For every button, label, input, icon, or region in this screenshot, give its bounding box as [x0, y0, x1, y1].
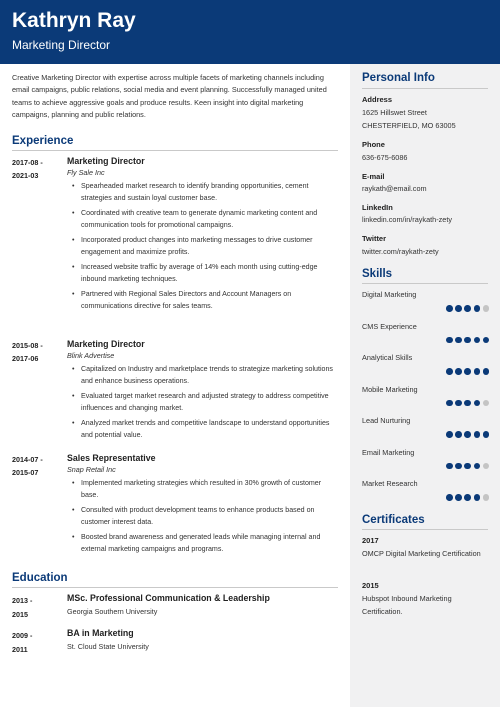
- education-dates: [12, 594, 62, 622]
- sidebar: [350, 64, 500, 707]
- job-company: Blink Advertise: [67, 351, 115, 360]
- certificate-name: Hubspot Inbound Marketing Certification.: [362, 594, 452, 616]
- profile-summary: Creative Marketing Director with expertise across multiple facets of marketing channels including email campaigns, public relations, social media and event planning. Successfully managed united teams to achieve aggressive goals and produce results. Keen insight into digital marketing campaigns, planning and public relations.: [12, 73, 327, 119]
- job-dates: [12, 340, 62, 365]
- job-title: Marketing Director: [67, 156, 145, 166]
- skills-divider: [362, 283, 488, 284]
- job-bullet: • Evaluated target market research and adjusted strategy to address competitive influences and changing market.: [75, 390, 337, 414]
- rating-dot-filled: [455, 494, 462, 501]
- linkedin-link[interactable]: linkedin.com/in/raykath-zety: [362, 215, 453, 224]
- job-bullet: • Consulted with product development teams to enhance products based on customer interest data.: [75, 504, 337, 528]
- job-start-date: 2014-07 -: [12, 455, 43, 464]
- rating-dot-filled: [474, 337, 481, 344]
- job-bullets: [75, 363, 337, 444]
- twitter-link[interactable]: twitter.com/raykath-zety: [362, 247, 439, 256]
- rating-dot-filled: [446, 305, 453, 312]
- job-end-date: 2015-07: [12, 467, 39, 477]
- education-divider: [12, 587, 338, 588]
- rating-dot-filled: [446, 400, 453, 407]
- linkedin-label: LinkedIn: [362, 203, 393, 212]
- rating-dot-empty: [483, 463, 490, 470]
- experience-divider: [12, 150, 338, 151]
- job-title: Marketing Director: [67, 339, 145, 349]
- education-end-date: 2011: [12, 645, 28, 654]
- job-bullet: • Incorporated product changes into marketing messages to drive customer engagement and maximize profits.: [75, 234, 337, 258]
- skill-rating: [446, 368, 489, 375]
- job-bullet: • Coordinated with creative team to generate dynamic marketing content and communication tools for promotional campaigns.: [75, 207, 337, 231]
- education-degree: BA in Marketing: [67, 628, 134, 638]
- job-bullets: [75, 477, 337, 558]
- personal-info-heading: Personal Info: [362, 72, 435, 84]
- skills-heading: Skills: [362, 268, 393, 280]
- rating-dot-filled: [455, 368, 462, 375]
- job-bullet: • Increased website traffic by average of 14% each month using cutting-edge inbound marketing techniques.: [75, 261, 337, 285]
- job-company: Snap Retail Inc: [67, 465, 116, 474]
- skill-rating: [446, 431, 489, 438]
- rating-dot-filled: [464, 400, 471, 407]
- rating-dot-filled: [464, 494, 471, 501]
- skill-name: Lead Nurturing: [362, 416, 411, 425]
- candidate-role: Marketing Director: [12, 38, 111, 52]
- skill-rating: [446, 305, 489, 312]
- rating-dot-empty: [483, 400, 490, 407]
- job-bullet: • Partnered with Regional Sales Directors and Account Managers on communications directive for sales teams.: [75, 288, 337, 312]
- skill-name: Mobile Marketing: [362, 384, 418, 394]
- skill-rating: [446, 337, 489, 344]
- rating-dot-filled: [474, 431, 481, 438]
- rating-dot-filled: [455, 305, 462, 312]
- certificates-heading: Certificates: [362, 514, 425, 526]
- rating-dot-filled: [455, 463, 462, 470]
- rating-dot-filled: [446, 337, 453, 344]
- email-label: E-mail: [362, 172, 385, 181]
- education-start-date: 2009 -: [12, 631, 33, 640]
- rating-dot-empty: [483, 305, 490, 312]
- rating-dot-filled: [464, 305, 471, 312]
- address-value: [362, 107, 456, 132]
- job-end-date: 2017-06: [12, 353, 39, 363]
- rating-dot-filled: [446, 431, 453, 438]
- education-degree: MSc. Professional Communication & Leadership: [67, 593, 270, 603]
- phone-label: Phone: [362, 140, 385, 149]
- job-start-date: 2015-08 -: [12, 341, 43, 350]
- phone-value: 636-675-6086: [362, 153, 408, 162]
- address-line: 1625 Hillswet Street: [362, 108, 427, 117]
- skill-name: CMS Experience: [362, 321, 417, 331]
- rating-dot-filled: [483, 368, 490, 375]
- job-bullet: • Spearheaded market research to identify branding opportunities, cement strategies and sustain loyal customer base.: [75, 180, 337, 204]
- certificate-year: 2017: [362, 536, 379, 545]
- rating-dot-filled: [446, 463, 453, 470]
- rating-dot-filled: [455, 400, 462, 407]
- skill-rating: [446, 494, 489, 501]
- rating-dot-filled: [446, 368, 453, 375]
- rating-dot-filled: [464, 431, 471, 438]
- rating-dot-filled: [446, 494, 453, 501]
- address-line: CHESTERFIELD, MO 63005: [362, 120, 456, 130]
- rating-dot-filled: [483, 337, 490, 344]
- job-title: Sales Representative: [67, 453, 156, 463]
- job-bullet: • Boosted brand awareness and generated leads while managing internal and external marketing campaigns and programs.: [75, 531, 337, 555]
- resume-header: [0, 0, 500, 64]
- rating-dot-filled: [474, 368, 481, 375]
- certificate-name: OMCP Digital Marketing Certification: [362, 549, 481, 558]
- skill-name: Email Marketing: [362, 447, 415, 457]
- job-start-date: 2017-08 -: [12, 158, 43, 167]
- address-label: Address: [362, 95, 393, 104]
- rating-dot-filled: [455, 431, 462, 438]
- rating-dot-filled: [474, 305, 481, 312]
- skill-name: Analytical Skills: [362, 353, 413, 362]
- rating-dot-filled: [464, 337, 471, 344]
- job-bullet: • Implemented marketing strategies which resulted in 30% growth of customer base.: [75, 477, 337, 501]
- rating-dot-filled: [474, 463, 481, 470]
- certificate-year: 2015: [362, 581, 379, 590]
- twitter-label: Twitter: [362, 234, 387, 243]
- skill-rating: [446, 463, 489, 470]
- email-value[interactable]: raykath@email.com: [362, 184, 427, 193]
- rating-dot-filled: [483, 431, 490, 438]
- job-company: Fly Sale Inc: [67, 168, 105, 177]
- job-dates: [12, 157, 62, 182]
- education-school: St. Cloud State University: [67, 642, 149, 651]
- experience-heading: Experience: [12, 135, 74, 147]
- education-dates: [12, 629, 62, 657]
- job-end-date: 2021-03: [12, 170, 39, 180]
- rating-dot-filled: [464, 368, 471, 375]
- education-end-date: 2015: [12, 610, 28, 619]
- education-school: Georgia Southern University: [67, 607, 158, 616]
- job-bullet: • Capitalized on Industry and marketplace trends to strategize marketing solutions and enhance business operations.: [75, 363, 337, 387]
- rating-dot-filled: [474, 494, 481, 501]
- job-bullets: [75, 180, 337, 315]
- personal-info-divider: [362, 88, 488, 89]
- candidate-name: Kathryn Ray: [12, 9, 136, 32]
- certificates-divider: [362, 529, 488, 530]
- skill-name: Market Research: [362, 479, 418, 488]
- skill-name: Digital Marketing: [362, 290, 417, 299]
- rating-dot-filled: [464, 463, 471, 470]
- rating-dot-empty: [483, 494, 490, 501]
- job-dates: [12, 454, 62, 479]
- job-bullet: • Analyzed market trends and competitive landscape to understand opportunities and potential value.: [75, 417, 337, 441]
- rating-dot-filled: [455, 337, 462, 344]
- skill-rating: [446, 400, 489, 407]
- education-start-date: 2013 -: [12, 596, 33, 605]
- rating-dot-filled: [474, 400, 481, 407]
- education-heading: Education: [12, 572, 68, 584]
